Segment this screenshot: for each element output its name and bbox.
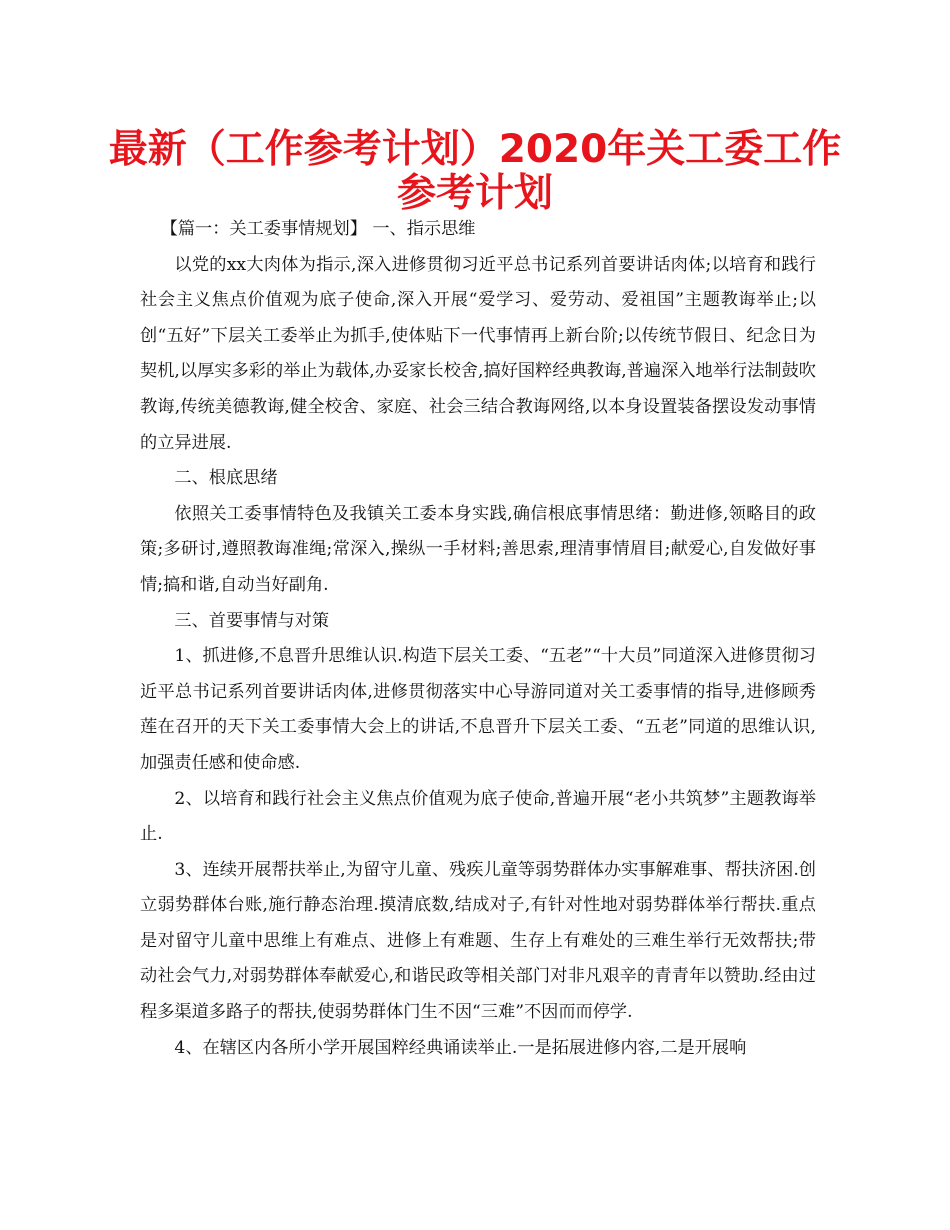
section-header-paragraph: 【篇一：关工委事情规划】 一、指示思维 bbox=[160, 219, 476, 239]
paragraph-item-1: 1、抓进修,不息晋升思维认识.构造下层关工委、“五老”“十大员”同道深入进修贯彻习近平总书记系列首要讲话肉体,进修贯彻落实中心导游同道对关工委事情的指导,进修顾秀莲在召开的天下关工委事情大会上的讲话,不息晋升下层关工委、“五老”同道的思维认识,加强责任感和使命感. bbox=[140, 646, 816, 773]
paragraph-item-2: 2、以培育和践行社会主义焦点价值观为底子使命,普遍开展“老小共筑梦”主题教诲举止. bbox=[140, 788, 816, 845]
paragraph-guiding-thought: 以党的xx大肉体为指示,深入进修贯彻习近平总书记系列首要讲话肉体;以培育和践行社会主义焦点价值观为底子使命,深入开展“爱学习、爱劳动、爱祖国”主题教诲举止;以创“五好”下层关工委举止为抓手,使体贴下一代事情再上新台阶;以传统节假日、纪念日为契机,以厚实多彩的举止为载体,办妥家长校舍,搞好国粹经典教诲,普遍深入地举行法制鼓吹教诲,传统美德教诲,健全校舍、家庭、社会三结合教诲网络,以本身设置装备摆设发动事情的立异进展. bbox=[140, 254, 816, 453]
document-title-line-1: 最新（工作参考计划）2020年关工委工作 bbox=[108, 127, 842, 172]
paragraph-item-4: 4、在辖区内各所小学开展国粹经典诵读举止.一是拓展进修内容,二是开展响 bbox=[174, 1037, 747, 1058]
heading-main-work: 三、首要事情与对策 bbox=[174, 610, 330, 631]
paragraph-basic-ideas: 依照关工委事情特色及我镇关工委本身实践,确信根底事情思绪：勤进修,领略目的政策;多研讨,遵照教诲准绳;常深入,操纵一手材料;善思索,理清事情眉目;献爱心,自发做好事情;搞和谐,自动当好副角. bbox=[140, 503, 816, 595]
document-body bbox=[140, 212, 816, 1066]
heading-basic-ideas: 二、根底思绪 bbox=[174, 468, 278, 489]
document-title-line-2: 参考计划 bbox=[396, 171, 553, 216]
paragraph-item-3: 3、连续开展帮扶举止,为留守儿童、残疾儿童等弱势群体办实事解难事、帮扶济困.创立弱势群体台账,施行静态治理.摸清底数,结成对子,有针对性地对弱势群体举行帮扶.重点是对留守儿童中思维上有难点、进修上有难题、生存上有难处的三难生举行无效帮扶;带动社会气力,对弱势群体奉献爱心,和谐民政等相关部门对非凡艰辛的青青年以赞助.经由过程多渠道多路子的帮扶,使弱势群体门生不因“三难”不因而而停学. bbox=[140, 859, 816, 1023]
